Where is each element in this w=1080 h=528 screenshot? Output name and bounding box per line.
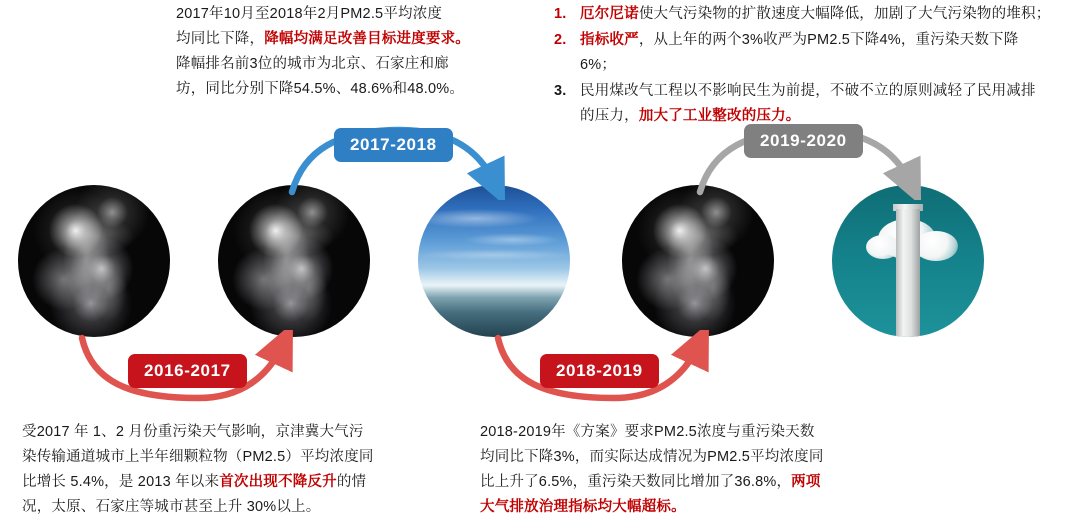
br-line-4-highlight: 大气排放治理指标均大幅超标。 — [480, 498, 686, 515]
period-pill-2018-2019-label: 2018-2019 — [556, 361, 643, 380]
period-pill-2019-2020-label: 2019-2020 — [760, 131, 847, 150]
reason-item-3-text: 民用煤改气工程以不影响民生为前提，不破不立的原则减轻了民用减排 — [580, 82, 1036, 99]
bl-line-2: 染传输通道城市上半年细颗粒物（PM2.5）平均浓度同 — [22, 448, 374, 465]
bottom-left-paragraph — [22, 420, 442, 520]
reason-item-3-number: 3. — [554, 82, 567, 99]
reason-item-3-highlight: 加大了工业整改的压力。 — [638, 107, 801, 124]
bl-line-3 — [22, 470, 442, 495]
reason-item-2-highlight: 指标收严 — [580, 31, 639, 48]
reason-item-2-number: 2. — [554, 31, 567, 48]
reason-list — [554, 2, 1054, 129]
bl-line-4: 况，太原、石家庄等城市甚至上升 30%以上。 — [22, 498, 321, 515]
br-line-3-highlight: 两项 — [791, 473, 821, 490]
reason-item-2-text: ，从上年的两个3%收严为PM2.5下降4%，重污染天数下降6%； — [580, 31, 1019, 73]
br-line-1: 2018-2019年《方案》要求PM2.5浓度与重污染天数 — [480, 424, 815, 440]
br-line-2: 均同比下降3%，而实际达成情况为PM2.5平均浓度同 — [480, 448, 824, 465]
photo-1-smoke — [18, 185, 170, 337]
bl-line-3-highlight: 首次出现不降反升 — [219, 473, 337, 490]
reason-item-1-highlight: 厄尔尼诺 — [580, 6, 639, 22]
tl-line-2 — [176, 27, 506, 52]
reason-item-1-number: 1. — [554, 6, 567, 22]
plume-2 — [914, 231, 958, 261]
br-line-3 — [480, 470, 900, 495]
period-pill-2019-2020[interactable] — [744, 124, 863, 158]
plume-3 — [866, 235, 900, 259]
top-right-list-block — [554, 2, 1054, 130]
period-pill-2016-2017[interactable] — [128, 354, 247, 388]
photo-5-smokestack — [832, 185, 984, 337]
period-pill-2017-2018[interactable] — [334, 128, 453, 162]
reason-item-3 — [554, 79, 1054, 129]
bl-line-3-tail: 的情 — [336, 473, 367, 490]
tl-line-2-highlight: 降幅均满足改善目标进度要求。 — [264, 30, 471, 47]
period-pill-2016-2017-label: 2016-2017 — [144, 361, 231, 380]
reason-item-3-text-2: 的压力， — [580, 107, 639, 124]
reason-item-1-text: 使大气污染物的扩散速度大幅降低，加剧了大气污染物的堆积； — [638, 6, 1051, 22]
period-pill-2017-2018-label: 2017-2018 — [350, 135, 437, 154]
tl-line-1: 2017年10月至2018年2月PM2.5平均浓度 — [176, 6, 443, 22]
bl-line-3-plain: 比增长 5.4%，是 2013 年以来 — [22, 473, 220, 490]
period-pill-2018-2019[interactable] — [540, 354, 659, 388]
reason-item-2 — [554, 28, 1054, 78]
tl-line-4: 坊，同比分别下降54.5%、48.6%和48.0%。 — [176, 80, 465, 97]
reason-item-1 — [554, 2, 1054, 27]
top-left-paragraph — [176, 2, 506, 102]
chimney — [896, 209, 920, 337]
br-line-3-plain: 比上升了6.5%，重污染天数同比增加了36.8%， — [480, 473, 792, 490]
bottom-right-paragraph — [480, 420, 900, 520]
tl-line-2-plain: 均同比下降， — [176, 30, 265, 47]
photo-4-smoke — [622, 185, 774, 337]
tl-line-3: 降幅排名前3位的城市为北京、石家庄和廊 — [176, 55, 449, 72]
photo-3-blue-sky — [418, 185, 570, 337]
photo-2-smoke — [218, 185, 370, 337]
bl-line-1: 受2017 年 1、2 月份重污染天气影响，京津冀大气污 — [22, 424, 364, 440]
